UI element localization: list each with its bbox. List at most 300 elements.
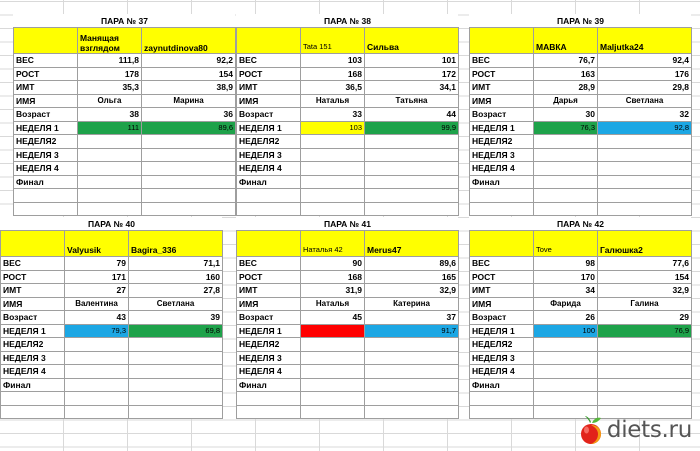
week3-b-cell[interactable]: [598, 148, 692, 162]
empty-cell[interactable]: [301, 392, 365, 406]
week3-b-cell[interactable]: [598, 351, 692, 365]
row-vozrast: [237, 108, 459, 122]
nick-blank-cell[interactable]: [470, 28, 534, 54]
final-b-cell[interactable]: [365, 378, 459, 392]
ves-b-cell[interactable]: 71,1: [129, 257, 223, 271]
age-b-cell[interactable]: 29: [598, 311, 692, 325]
final-b-cell[interactable]: [365, 175, 459, 189]
ves-a-cell[interactable]: 79: [65, 257, 129, 271]
rost-a-cell[interactable]: 163: [534, 67, 598, 81]
row-ves: [237, 257, 459, 271]
empty-cell[interactable]: [237, 392, 301, 406]
empty-cell[interactable]: [470, 405, 534, 419]
name-a-cell[interactable]: Валентина: [65, 297, 129, 311]
empty-cell[interactable]: [365, 392, 459, 406]
empty-cell[interactable]: [470, 189, 534, 203]
label-week3[interactable]: НЕДЕЛЯ 3: [237, 148, 301, 162]
pair-table: [236, 217, 459, 419]
pair-table: [13, 14, 236, 216]
label-week1[interactable]: НЕДЕЛЯ 1: [470, 121, 534, 135]
final-b-cell[interactable]: [598, 378, 692, 392]
name-b-cell[interactable]: Татьяна: [365, 94, 459, 108]
label-week1[interactable]: НЕДЕЛЯ 1: [470, 324, 534, 338]
label-final[interactable]: Финал: [470, 175, 534, 189]
name-a-cell[interactable]: Наталья: [301, 94, 365, 108]
age-a-cell[interactable]: 30: [534, 108, 598, 122]
rost-b-cell[interactable]: 165: [365, 270, 459, 284]
empty-cell[interactable]: [470, 202, 534, 216]
label-imya[interactable]: ИМЯ: [14, 94, 78, 108]
week3-b-cell[interactable]: [365, 351, 459, 365]
age-b-cell[interactable]: 39: [129, 311, 223, 325]
final-b-cell[interactable]: [598, 175, 692, 189]
label-week1[interactable]: НЕДЕЛЯ 1: [237, 121, 301, 135]
empty-cell[interactable]: [301, 202, 365, 216]
nick-b-cell[interactable]: Сильва: [365, 28, 459, 54]
week1-a-cell[interactable]: 111: [78, 121, 142, 135]
empty-cell[interactable]: [142, 202, 236, 216]
row-rost: [237, 67, 459, 81]
row-ves: [14, 54, 236, 68]
nick-a-cell[interactable]: Tata 151: [301, 28, 365, 54]
week1-b-cell[interactable]: 76,9: [598, 324, 692, 338]
empty-cell[interactable]: [65, 392, 129, 406]
empty-cell[interactable]: [14, 189, 78, 203]
nick-a-cell[interactable]: Манящая взглядом: [78, 28, 142, 54]
label-vozrast[interactable]: Возраст: [237, 108, 301, 122]
week1-a-cell[interactable]: 76,3: [534, 121, 598, 135]
age-a-cell[interactable]: 43: [65, 311, 129, 325]
empty-cell[interactable]: [534, 202, 598, 216]
name-a-cell[interactable]: Дарья: [534, 94, 598, 108]
rost-b-cell[interactable]: 172: [365, 67, 459, 81]
week1-a-cell[interactable]: 100: [534, 324, 598, 338]
pair-table: [469, 14, 692, 216]
ves-a-cell[interactable]: 111,8: [78, 54, 142, 68]
week2-b-cell[interactable]: [142, 135, 236, 149]
row-ves: [1, 257, 223, 271]
label-week2[interactable]: НЕДЕЛЯ2: [237, 135, 301, 149]
week2-a-cell[interactable]: [65, 338, 129, 352]
week1-b-cell[interactable]: 99,9: [365, 121, 459, 135]
name-b-cell[interactable]: Марина: [142, 94, 236, 108]
label-rost[interactable]: РОСТ: [470, 270, 534, 284]
empty-cell[interactable]: [1, 405, 65, 419]
empty-cell[interactable]: [598, 392, 692, 406]
empty-cell[interactable]: [534, 189, 598, 203]
rost-b-cell[interactable]: 176: [598, 67, 692, 81]
label-imya[interactable]: ИМЯ: [470, 297, 534, 311]
row-final: [1, 378, 223, 392]
label-final[interactable]: Финал: [470, 378, 534, 392]
row-final: [470, 175, 692, 189]
final-b-cell[interactable]: [129, 378, 223, 392]
nick-a-cell[interactable]: Valyusik: [65, 231, 129, 257]
week1-b-cell[interactable]: 69,8: [129, 324, 223, 338]
label-week3[interactable]: НЕДЕЛЯ 3: [470, 351, 534, 365]
label-ves[interactable]: ВЕС: [237, 257, 301, 271]
row-empty-2: [1, 405, 223, 419]
imt-b-cell[interactable]: 32,9: [598, 284, 692, 298]
age-b-cell[interactable]: 37: [365, 311, 459, 325]
nick-b-cell[interactable]: zaynutdinova80: [142, 28, 236, 54]
week4-b-cell[interactable]: [598, 162, 692, 176]
nick-blank-cell[interactable]: [237, 28, 301, 54]
label-week2[interactable]: НЕДЕЛЯ2: [237, 338, 301, 352]
label-ves[interactable]: ВЕС: [470, 257, 534, 271]
label-imt[interactable]: ИМТ: [470, 284, 534, 298]
row-vozrast: [14, 108, 236, 122]
week2-b-cell[interactable]: [365, 135, 459, 149]
final-a-cell[interactable]: [65, 378, 129, 392]
empty-cell[interactable]: [365, 405, 459, 419]
imt-a-cell[interactable]: 31,9: [301, 284, 365, 298]
week4-a-cell[interactable]: [301, 365, 365, 379]
pair-title-row: [470, 14, 692, 28]
week2-b-cell[interactable]: [598, 338, 692, 352]
label-imya[interactable]: ИМЯ: [1, 297, 65, 311]
row-imya: [237, 94, 459, 108]
nick-row: [237, 28, 459, 54]
row-rost: [1, 270, 223, 284]
label-week3[interactable]: НЕДЕЛЯ 3: [1, 351, 65, 365]
label-imt[interactable]: ИМТ: [237, 81, 301, 95]
week1-a-cell[interactable]: 79,3: [65, 324, 129, 338]
nick-blank-cell[interactable]: [1, 231, 65, 257]
ves-a-cell[interactable]: 103: [301, 54, 365, 68]
row-empty-1: [237, 392, 459, 406]
week2-a-cell[interactable]: [301, 135, 365, 149]
label-week2[interactable]: НЕДЕЛЯ2: [14, 135, 78, 149]
age-b-cell[interactable]: 44: [365, 108, 459, 122]
pair-title: ПАРА № 40: [1, 217, 223, 231]
week3-b-cell[interactable]: [142, 148, 236, 162]
label-imya[interactable]: ИМЯ: [237, 94, 301, 108]
week1-b-cell[interactable]: 92,8: [598, 121, 692, 135]
nick-row: [470, 28, 692, 54]
label-week2[interactable]: НЕДЕЛЯ2: [470, 338, 534, 352]
empty-cell[interactable]: [14, 202, 78, 216]
pair-table: [236, 14, 459, 216]
row-week1: [237, 324, 459, 338]
nick-a-cell[interactable]: МАВКА: [534, 28, 598, 54]
rost-b-cell[interactable]: 154: [142, 67, 236, 81]
week3-b-cell[interactable]: [365, 148, 459, 162]
row-empty-2: [237, 405, 459, 419]
week2-a-cell[interactable]: [534, 338, 598, 352]
empty-cell[interactable]: [534, 392, 598, 406]
row-rost: [14, 67, 236, 81]
week3-a-cell[interactable]: [534, 351, 598, 365]
row-final: [14, 175, 236, 189]
row-final: [470, 378, 692, 392]
nick-row: [1, 231, 223, 257]
empty-cell[interactable]: [237, 189, 301, 203]
pair-title: ПАРА № 39: [470, 14, 692, 28]
imt-b-cell[interactable]: 29,8: [598, 81, 692, 95]
week4-a-cell[interactable]: [65, 365, 129, 379]
ves-b-cell[interactable]: 89,6: [365, 257, 459, 271]
rost-a-cell[interactable]: 168: [301, 270, 365, 284]
diets-logo: [578, 415, 692, 445]
label-ves[interactable]: ВЕС: [1, 257, 65, 271]
label-week1[interactable]: НЕДЕЛЯ 1: [237, 324, 301, 338]
label-week1[interactable]: НЕДЕЛЯ 1: [1, 324, 65, 338]
row-rost: [237, 270, 459, 284]
empty-cell[interactable]: [598, 202, 692, 216]
label-week4[interactable]: НЕДЕЛЯ 4: [470, 365, 534, 379]
nick-blank-cell[interactable]: [237, 231, 301, 257]
week4-a-cell[interactable]: [534, 365, 598, 379]
empty-cell[interactable]: [65, 405, 129, 419]
pair-title: ПАРА № 37: [14, 14, 236, 28]
imt-a-cell[interactable]: 35,3: [78, 81, 142, 95]
age-a-cell[interactable]: 45: [301, 311, 365, 325]
name-b-cell[interactable]: Катерина: [365, 297, 459, 311]
label-ves[interactable]: ВЕС: [14, 54, 78, 68]
row-week2: [237, 135, 459, 149]
pair-title-row: [237, 217, 459, 231]
label-week2[interactable]: НЕДЕЛЯ2: [1, 338, 65, 352]
label-week3[interactable]: НЕДЕЛЯ 3: [14, 148, 78, 162]
row-week3: [237, 351, 459, 365]
final-b-cell[interactable]: [142, 175, 236, 189]
empty-cell[interactable]: [78, 202, 142, 216]
week4-b-cell[interactable]: [142, 162, 236, 176]
label-vozrast[interactable]: Возраст: [1, 311, 65, 325]
row-imt: [237, 284, 459, 298]
label-rost[interactable]: РОСТ: [14, 67, 78, 81]
nick-a-cell[interactable]: Tove: [534, 231, 598, 257]
pair-table: [469, 217, 692, 419]
empty-cell[interactable]: [142, 189, 236, 203]
nick-blank-cell[interactable]: [14, 28, 78, 54]
empty-cell[interactable]: [598, 189, 692, 203]
empty-cell[interactable]: [470, 392, 534, 406]
row-final: [237, 175, 459, 189]
ves-b-cell[interactable]: 101: [365, 54, 459, 68]
week2-b-cell[interactable]: [598, 135, 692, 149]
row-week4: [237, 162, 459, 176]
week4-a-cell[interactable]: [301, 162, 365, 176]
label-final[interactable]: Финал: [237, 378, 301, 392]
label-rost[interactable]: РОСТ: [1, 270, 65, 284]
rost-a-cell[interactable]: 168: [301, 67, 365, 81]
empty-cell[interactable]: [365, 202, 459, 216]
row-imya: [470, 297, 692, 311]
row-week3: [470, 148, 692, 162]
pair-block: [236, 14, 458, 216]
empty-cell[interactable]: [301, 405, 365, 419]
week3-a-cell[interactable]: [65, 351, 129, 365]
label-vozrast[interactable]: Возраст: [14, 108, 78, 122]
row-week4: [1, 365, 223, 379]
imt-a-cell[interactable]: 34: [534, 284, 598, 298]
nick-b-cell[interactable]: Merus47: [365, 231, 459, 257]
row-week1: [470, 324, 692, 338]
ves-a-cell[interactable]: 76,7: [534, 54, 598, 68]
row-week3: [14, 148, 236, 162]
name-b-cell[interactable]: Светлана: [598, 94, 692, 108]
final-a-cell[interactable]: [301, 175, 365, 189]
imt-a-cell[interactable]: 28,9: [534, 81, 598, 95]
rost-b-cell[interactable]: 160: [129, 270, 223, 284]
final-a-cell[interactable]: [534, 378, 598, 392]
week3-a-cell[interactable]: [301, 351, 365, 365]
label-imt[interactable]: ИМТ: [1, 284, 65, 298]
row-imt: [470, 284, 692, 298]
row-empty-2: [470, 202, 692, 216]
nick-b-cell[interactable]: Maljutka24: [598, 28, 692, 54]
ves-b-cell[interactable]: 77,6: [598, 257, 692, 271]
imt-b-cell[interactable]: 32,9: [365, 284, 459, 298]
label-week4[interactable]: НЕДЕЛЯ 4: [237, 365, 301, 379]
label-final[interactable]: Финал: [237, 175, 301, 189]
imt-a-cell[interactable]: 36,5: [301, 81, 365, 95]
pair-title: ПАРА № 42: [470, 217, 692, 231]
week4-b-cell[interactable]: [598, 365, 692, 379]
label-rost[interactable]: РОСТ: [237, 270, 301, 284]
rost-b-cell[interactable]: 154: [598, 270, 692, 284]
week2-b-cell[interactable]: [365, 338, 459, 352]
label-final[interactable]: Финал: [1, 378, 65, 392]
row-empty-1: [14, 189, 236, 203]
empty-cell[interactable]: [301, 189, 365, 203]
row-empty-1: [470, 189, 692, 203]
pair-title-row: [1, 217, 223, 231]
name-b-cell[interactable]: Светлана: [129, 297, 223, 311]
empty-cell[interactable]: [129, 405, 223, 419]
week2-a-cell[interactable]: [301, 338, 365, 352]
nick-row: [237, 231, 459, 257]
row-ves: [237, 54, 459, 68]
label-imya[interactable]: ИМЯ: [470, 94, 534, 108]
name-a-cell[interactable]: Наталья: [301, 297, 365, 311]
label-ves[interactable]: ВЕС: [237, 54, 301, 68]
ves-b-cell[interactable]: 92,2: [142, 54, 236, 68]
row-week2: [470, 135, 692, 149]
empty-cell[interactable]: [237, 405, 301, 419]
label-ves[interactable]: ВЕС: [470, 54, 534, 68]
row-empty-1: [470, 392, 692, 406]
label-week4[interactable]: НЕДЕЛЯ 4: [1, 365, 65, 379]
week3-b-cell[interactable]: [129, 351, 223, 365]
rost-a-cell[interactable]: 178: [78, 67, 142, 81]
empty-cell[interactable]: [129, 392, 223, 406]
label-imt[interactable]: ИМТ: [470, 81, 534, 95]
rost-a-cell[interactable]: 170: [534, 270, 598, 284]
week2-a-cell[interactable]: [534, 135, 598, 149]
week1-a-cell[interactable]: 103: [301, 121, 365, 135]
row-imya: [470, 94, 692, 108]
pair-title-row: [237, 14, 459, 28]
ves-a-cell[interactable]: 98: [534, 257, 598, 271]
week1-b-cell[interactable]: 91,7: [365, 324, 459, 338]
pair-block: [469, 217, 691, 419]
nick-blank-cell[interactable]: [470, 231, 534, 257]
week2-a-cell[interactable]: [78, 135, 142, 149]
label-imt[interactable]: ИМТ: [237, 284, 301, 298]
label-rost[interactable]: РОСТ: [237, 67, 301, 81]
label-week3[interactable]: НЕДЕЛЯ 3: [237, 351, 301, 365]
ves-a-cell[interactable]: 90: [301, 257, 365, 271]
row-empty-1: [237, 189, 459, 203]
week4-b-cell[interactable]: [129, 365, 223, 379]
imt-a-cell[interactable]: 27: [65, 284, 129, 298]
week4-b-cell[interactable]: [365, 162, 459, 176]
row-rost: [470, 270, 692, 284]
week3-a-cell[interactable]: [301, 148, 365, 162]
empty-cell[interactable]: [1, 392, 65, 406]
name-a-cell[interactable]: Фарида: [534, 297, 598, 311]
empty-cell[interactable]: [365, 189, 459, 203]
row-week4: [14, 162, 236, 176]
row-imya: [237, 297, 459, 311]
week1-b-cell[interactable]: 89,6: [142, 121, 236, 135]
age-b-cell[interactable]: 36: [142, 108, 236, 122]
rost-a-cell[interactable]: 171: [65, 270, 129, 284]
final-a-cell[interactable]: [301, 378, 365, 392]
row-final: [237, 378, 459, 392]
row-empty-1: [1, 392, 223, 406]
row-vozrast: [1, 311, 223, 325]
label-rost[interactable]: РОСТ: [470, 67, 534, 81]
label-vozrast[interactable]: Возраст: [470, 311, 534, 325]
label-vozrast[interactable]: Возраст: [237, 311, 301, 325]
label-week4[interactable]: НЕДЕЛЯ 4: [14, 162, 78, 176]
week2-b-cell[interactable]: [129, 338, 223, 352]
imt-b-cell[interactable]: 27,8: [129, 284, 223, 298]
week4-a-cell[interactable]: [534, 162, 598, 176]
empty-cell[interactable]: [237, 202, 301, 216]
empty-cell[interactable]: [78, 189, 142, 203]
label-week3[interactable]: НЕДЕЛЯ 3: [470, 148, 534, 162]
nick-b-cell[interactable]: Bagira_336: [129, 231, 223, 257]
nick-b-cell[interactable]: Галюшка2: [598, 231, 692, 257]
week3-a-cell[interactable]: [78, 148, 142, 162]
imt-b-cell[interactable]: 38,9: [142, 81, 236, 95]
week3-a-cell[interactable]: [534, 148, 598, 162]
label-final[interactable]: Финал: [14, 175, 78, 189]
final-a-cell[interactable]: [534, 175, 598, 189]
pair-title: ПАРА № 38: [237, 14, 459, 28]
row-imya: [14, 94, 236, 108]
age-b-cell[interactable]: 32: [598, 108, 692, 122]
label-vozrast[interactable]: Возраст: [470, 108, 534, 122]
name-b-cell[interactable]: Галина: [598, 297, 692, 311]
ves-b-cell[interactable]: 92,4: [598, 54, 692, 68]
label-imt[interactable]: ИМТ: [14, 81, 78, 95]
age-a-cell[interactable]: 38: [78, 108, 142, 122]
row-ves: [470, 54, 692, 68]
nick-a-cell[interactable]: Наталья 42: [301, 231, 365, 257]
imt-b-cell[interactable]: 34,1: [365, 81, 459, 95]
row-vozrast: [470, 311, 692, 325]
age-a-cell[interactable]: 33: [301, 108, 365, 122]
label-imya[interactable]: ИМЯ: [237, 297, 301, 311]
week1-a-cell[interactable]: [301, 324, 365, 338]
label-week2[interactable]: НЕДЕЛЯ2: [470, 135, 534, 149]
label-week1[interactable]: НЕДЕЛЯ 1: [14, 121, 78, 135]
label-week4[interactable]: НЕДЕЛЯ 4: [237, 162, 301, 176]
row-week1: [237, 121, 459, 135]
age-a-cell[interactable]: 26: [534, 311, 598, 325]
week4-a-cell[interactable]: [78, 162, 142, 176]
name-a-cell[interactable]: Ольга: [78, 94, 142, 108]
label-week4[interactable]: НЕДЕЛЯ 4: [470, 162, 534, 176]
week4-b-cell[interactable]: [365, 365, 459, 379]
final-a-cell[interactable]: [78, 175, 142, 189]
